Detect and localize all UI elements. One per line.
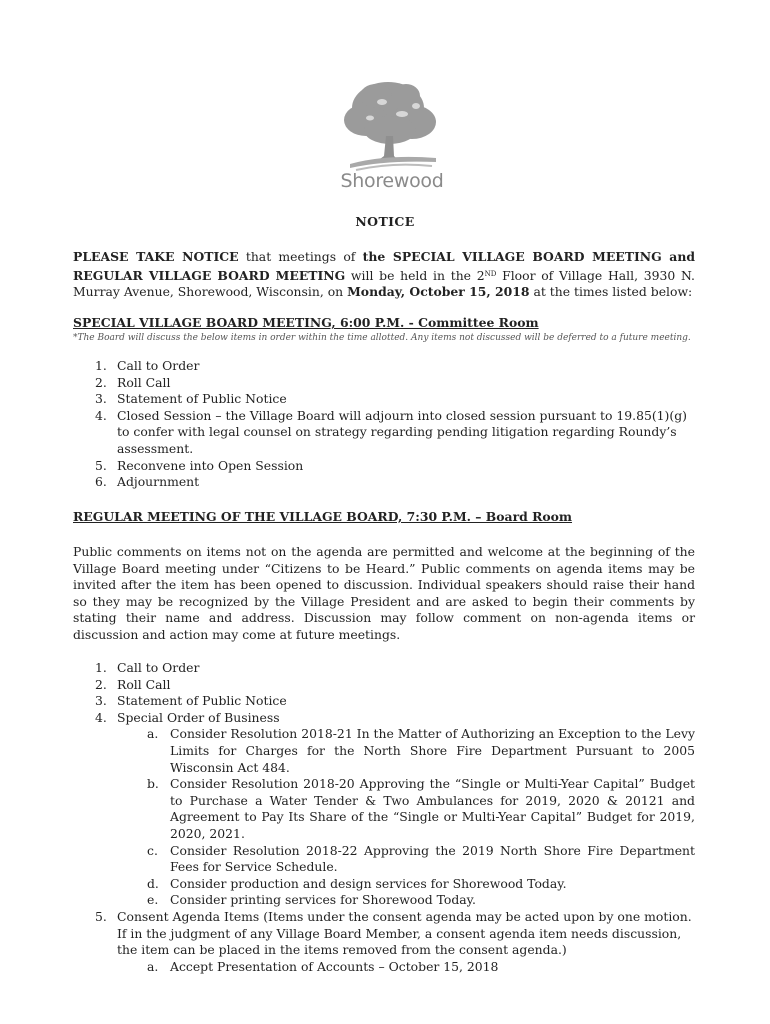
sub-item-letter: b. (147, 776, 159, 792)
special-meeting-note: *The Board will discuss the below items in order within the time allotted. Any items not discussed will be deferred to a future meeting. (73, 333, 691, 343)
list-item (73, 660, 695, 677)
sub-item-text: Consider Resolution 2018-20 Approving the “Single or Multi-Year Capital” Budget to Purchase a Water Tender & Two Ambulances for 2019, 2020 & 20121 and Agreement to Pay Its Share of the “Single or Multi-Year Capital” Budget for 2019, 2020, 2021. (170, 776, 695, 841)
list-item (73, 710, 695, 727)
item-number: 6. (95, 474, 107, 490)
sub-item-letter: c. (147, 842, 158, 858)
sub-item (73, 892, 695, 909)
intro-sup: ND (484, 269, 497, 278)
public-comments-paragraph: Public comments on items not on the agenda are permitted and welcome at the beginning of the Village Board meeting under “Citizens to be Heard.” Public comments on agenda items may be invited after the item has been opened to discussion. Individual speakers should raise their hand so they may be recognized by the Village President and are asked to begin their comments by stating their name and address. Discussion may follow comment on non-agenda items or discussion and action may come at future meetings. (73, 544, 695, 642)
list-item (73, 458, 695, 475)
intro-text-2: will be held in the 2 (345, 267, 485, 283)
item-text: Call to Order (117, 358, 200, 373)
item-text: Statement of Public Notice (117, 693, 287, 709)
item-text: Reconvene into Open Session (117, 457, 304, 473)
special-meeting-heading: SPECIAL VILLAGE BOARD MEETING, 6:00 P.M. - Committee Room (73, 315, 539, 330)
item-number: 5. (95, 908, 107, 924)
intro-text-3: Floor of Village Hall, 3930 N. Murray Avenue, Shorewood, Wisconsin, on (73, 267, 695, 300)
list-item (73, 677, 695, 694)
intro-paragraph (73, 249, 695, 301)
list-item (73, 474, 695, 491)
special-agenda-list (73, 358, 695, 491)
intro-meetings: the SPECIAL VILLAGE BOARD MEETING and REGULAR VILLAGE BOARD MEETING (73, 249, 695, 283)
sub-item-text: Consider Resolution 2018-21 In the Matter of Authorizing an Exception to the Levy Limits for Charges for the North Shore Fire Department Pursuant to 2005 Wisconsin Act 484. (170, 726, 695, 775)
sub-item-letter: a. (147, 958, 159, 974)
sub-item-letter: d. (147, 875, 159, 891)
item-number: 5. (95, 457, 107, 473)
item-number: 1. (95, 660, 107, 675)
item-text: Closed Session – the Village Board will adjourn into closed session pursuant to 19.85(1)(g) to confer with legal counsel on strategy regarding pending litigation regarding Roundy’s assessment. (117, 407, 687, 456)
item-text: Roll Call (117, 374, 171, 390)
list-item (73, 909, 695, 959)
item-text: Special Order of Business (117, 709, 280, 725)
sub-item (73, 776, 695, 842)
sub-item-text: Consider printing services for Shorewood Today. (170, 892, 476, 908)
item-number: 2. (95, 676, 107, 692)
item-number: 3. (95, 391, 107, 407)
sub-item-text: Consider production and design services for Shorewood Today. (170, 875, 567, 891)
sub-item-letter: e. (147, 892, 159, 908)
item-text: Adjournment (117, 474, 200, 490)
sub-item (73, 726, 695, 776)
list-item (73, 391, 695, 408)
intro-take-notice: PLEASE TAKE NOTICE (73, 249, 239, 264)
sub-item (73, 843, 695, 876)
sub-item (73, 876, 695, 893)
list-item (73, 408, 695, 458)
list-item (73, 693, 695, 710)
item-number: 3. (95, 693, 107, 709)
tree-icon (336, 78, 448, 174)
item-text: Roll Call (117, 676, 171, 692)
intro-date: Monday, October 15, 2018 (347, 284, 530, 300)
shorewood-logo (336, 78, 448, 196)
item-number: 1. (95, 358, 107, 373)
list-item (73, 375, 695, 392)
item-number: 4. (95, 709, 107, 725)
item-number: 2. (95, 374, 107, 390)
regular-meeting-heading: REGULAR MEETING OF THE VILLAGE BOARD, 7:30 P.M. – Board Room (73, 509, 573, 524)
notice-title: NOTICE (355, 214, 415, 229)
item-text: Call to Order (117, 660, 200, 675)
item-text: Consent Agenda Items (Items under the consent agenda may be acted upon by one motion. If in the judgment of any Village Board Member, a consent agenda item needs discussion, the item can be placed in the items removed from the consent agenda.) (117, 908, 692, 958)
intro-text-1: that meetings of (238, 249, 363, 264)
item-number: 4. (95, 407, 107, 423)
regular-agenda-list (73, 660, 695, 975)
sub-item-letter: a. (147, 726, 159, 742)
intro-text-4: at the times listed below: (529, 284, 693, 300)
logo-wordmark: Shorewood (340, 170, 444, 192)
sub-item (73, 959, 695, 976)
sub-item-text: Accept Presentation of Accounts – October 15, 2018 (170, 958, 499, 974)
list-item (73, 358, 695, 375)
item-text: Statement of Public Notice (117, 391, 287, 407)
sub-item-text: Consider Resolution 2018-22 Approving the 2019 North Shore Fire Department Fees for Service Schedule. (170, 842, 695, 875)
